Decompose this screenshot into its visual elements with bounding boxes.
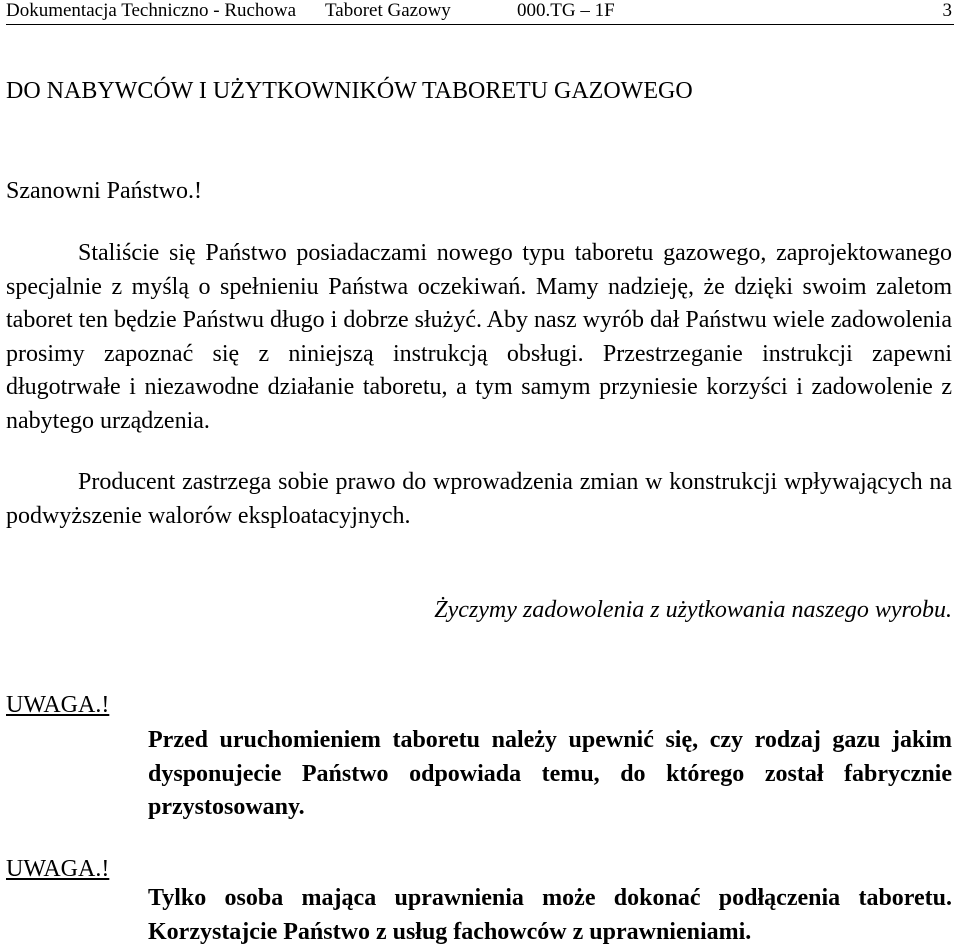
greeting: Szanowni Państwo.! bbox=[6, 178, 202, 204]
header-product-code: 000.TG – 1F bbox=[517, 0, 615, 21]
intro-paragraph: Staliście się Państwo posiadaczami nowego typu taboretu gazowego, zaprojektowanego specjalnie z myślą o spełnieniu Państwa oczekiwań. Mamy nadzieję, że dzięki swoim zaletom taboret ten będzie Państwu długo i dobrze służyć. Aby nasz wyrób dał Państwu wiele zadowolenia prosimy zapoznać się z niniejszą instrukcją obsługi. Przestrzeganie instrukcji zapewni długotrwałe i niezawodne działanie taboretu, a tym samym przyniesie korzyści i zadowolenie z nabytego urządzenia. bbox=[6, 240, 952, 434]
header-product-name: Taboret Gazowy bbox=[325, 0, 451, 21]
warning-text-2: Tylko osoba mająca uprawnienia może dokonać podłączenia taboretu. Korzystajcie Państwo z usług fachowców z uprawnieniami. bbox=[148, 885, 952, 945]
warning-text-1: Przed uruchomieniem taboretu należy upewnić się, czy rodzaj gazu jakim dysponujecie Państwo odpowiada temu, do którego został fabrycznie przystosowany. bbox=[148, 727, 952, 820]
warning-label-2: UWAGA.! bbox=[6, 856, 110, 882]
closing-wish: Życzymy zadowolenia z użytkowania naszego wyrobu. bbox=[434, 597, 952, 623]
header-document-type: Dokumentacja Techniczno - Ruchowa bbox=[6, 0, 297, 21]
manufacturer-notice-paragraph: Producent zastrzega sobie prawo do wprowadzenia zmian w konstrukcji wpływających na podwyższenie walorów eksploatacyjnych. bbox=[6, 469, 952, 529]
header-page-number: 3 bbox=[942, 0, 952, 21]
page-header bbox=[6, 0, 954, 25]
warning-label-1: UWAGA.! bbox=[6, 692, 110, 718]
page-title: DO NABYWCÓW I UŻYTKOWNIKÓW TABORETU GAZOWEGO bbox=[6, 78, 693, 104]
